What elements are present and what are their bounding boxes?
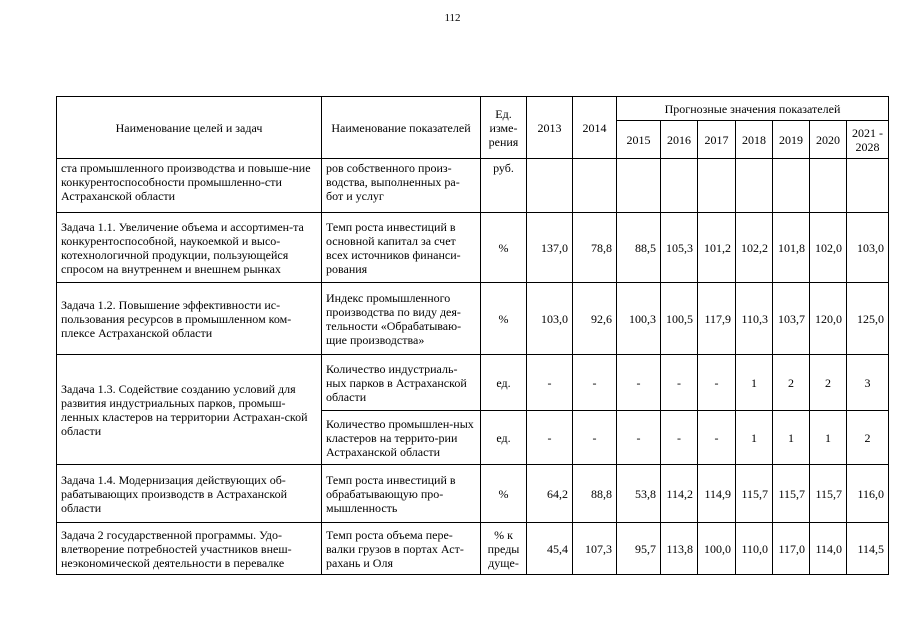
table-row — [57, 523, 889, 575]
value-2015: 88,5 — [617, 213, 661, 283]
unit-cell: % — [481, 213, 527, 283]
page-number: 112 — [444, 12, 461, 24]
value-2020: 1 — [810, 411, 847, 465]
table-row — [57, 213, 889, 283]
table-row — [57, 355, 889, 411]
header-unit: Ед. изме-рения — [481, 97, 527, 159]
goal-cell: Задача 1.2. Повышение эффективности ис-пользования ресурсов в промышленном ком-плексе Астраханской области — [57, 283, 322, 355]
value-2016: - — [661, 411, 698, 465]
indicator-cell: Количество промышлен-ных кластеров на террито-рии Астраханской области — [322, 411, 481, 465]
value-2018: 110,0 — [736, 523, 773, 575]
value-2015: - — [617, 411, 661, 465]
header-goals: Наименование целей и задач — [57, 97, 322, 159]
header-indicators: Наименование показателей — [322, 97, 481, 159]
value-2021-2028: 2 — [847, 411, 889, 465]
value-2021-2028: 114,5 — [847, 523, 889, 575]
header-year-2013: 2013 — [527, 97, 573, 159]
table-row — [57, 465, 889, 523]
header-year-2018: 2018 — [736, 121, 773, 159]
value-2013: - — [527, 411, 573, 465]
header-year-2016: 2016 — [661, 121, 698, 159]
value-2021-2028: 103,0 — [847, 213, 889, 283]
value-2019 — [773, 159, 810, 213]
value-2013: 45,4 — [527, 523, 573, 575]
value-2018 — [736, 159, 773, 213]
value-2020: 115,7 — [810, 465, 847, 523]
value-2015: 53,8 — [617, 465, 661, 523]
header-year-2014: 2014 — [573, 97, 617, 159]
value-2019: 103,7 — [773, 283, 810, 355]
value-2013: 103,0 — [527, 283, 573, 355]
value-2018: 102,2 — [736, 213, 773, 283]
unit-cell: % — [481, 465, 527, 523]
value-2017: 100,0 — [698, 523, 736, 575]
value-2019: 1 — [773, 411, 810, 465]
value-2021-2028: 116,0 — [847, 465, 889, 523]
value-2021-2028: 3 — [847, 355, 889, 411]
header-year-2017: 2017 — [698, 121, 736, 159]
value-2014 — [573, 159, 617, 213]
unit-cell: % к преды дуще- — [481, 523, 527, 575]
value-2016: 100,5 — [661, 283, 698, 355]
value-2021-2028 — [847, 159, 889, 213]
value-2018: 115,7 — [736, 465, 773, 523]
value-2014: - — [573, 355, 617, 411]
value-2015 — [617, 159, 661, 213]
goal-cell: Задача 1.1. Увеличение объема и ассортимен-та конкурентоспособной, наукоемкой и высо-котехнологичной продукции, пользующейся спросом на внутреннем и внешнем рынках — [57, 213, 322, 283]
value-2019: 2 — [773, 355, 810, 411]
value-2016: 114,2 — [661, 465, 698, 523]
value-2020: 102,0 — [810, 213, 847, 283]
value-2020: 120,0 — [810, 283, 847, 355]
unit-cell: % — [481, 283, 527, 355]
value-2016: 113,8 — [661, 523, 698, 575]
header-year-2019: 2019 — [773, 121, 810, 159]
indicator-cell: Темп роста инвестиций в основной капитал за счет всех источников финанси-рования — [322, 213, 481, 283]
header-year-2015: 2015 — [617, 121, 661, 159]
value-2021-2028: 125,0 — [847, 283, 889, 355]
value-2015: 100,3 — [617, 283, 661, 355]
value-2016: - — [661, 355, 698, 411]
value-2017: 101,2 — [698, 213, 736, 283]
value-2013: 137,0 — [527, 213, 573, 283]
value-2014: 78,8 — [573, 213, 617, 283]
value-2020 — [810, 159, 847, 213]
header-year-2020: 2020 — [810, 121, 847, 159]
goal-cell: Задача 2 государственной программы. Удо-влетворение потребностей участников внеш-неэкономической деятельности в перевалке — [57, 523, 322, 575]
value-2020: 114,0 — [810, 523, 847, 575]
value-2013 — [527, 159, 573, 213]
value-2017: - — [698, 355, 736, 411]
value-2017: 117,9 — [698, 283, 736, 355]
indicator-cell: Индекс промышленного производства по виду дея-тельности «Обрабатываю-щие производства» — [322, 283, 481, 355]
value-2019: 101,8 — [773, 213, 810, 283]
value-2015: 95,7 — [617, 523, 661, 575]
indicator-cell: Количество индустриаль-ных парков в Астраханской области — [322, 355, 481, 411]
goal-cell: ста промышленного производства и повыше-ние конкурентоспособности промышленно-сти Астраханской области — [57, 159, 322, 213]
indicator-cell: ров собственного произ-водства, выполненных ра-бот и услуг — [322, 159, 481, 213]
header-year-2021-2028: 2021 - 2028 — [847, 121, 889, 159]
value-2014: 88,8 — [573, 465, 617, 523]
value-2015: - — [617, 355, 661, 411]
indicator-cell: Темп роста объема пере-валки грузов в портах Аст-рахань и Оля — [322, 523, 481, 575]
unit-cell: ед. — [481, 355, 527, 411]
value-2018: 1 — [736, 355, 773, 411]
indicator-cell: Темп роста инвестиций в обрабатывающую про-мышленность — [322, 465, 481, 523]
value-2014: 107,3 — [573, 523, 617, 575]
value-2018: 110,3 — [736, 283, 773, 355]
value-2019: 117,0 — [773, 523, 810, 575]
value-2017 — [698, 159, 736, 213]
value-2020: 2 — [810, 355, 847, 411]
value-2014: - — [573, 411, 617, 465]
value-2016: 105,3 — [661, 213, 698, 283]
value-2013: - — [527, 355, 573, 411]
unit-cell: ед. — [481, 411, 527, 465]
value-2014: 92,6 — [573, 283, 617, 355]
unit-cell: руб. — [481, 159, 527, 213]
value-2017: 114,9 — [698, 465, 736, 523]
indicators-table — [56, 96, 889, 575]
value-2019: 115,7 — [773, 465, 810, 523]
header-forecast: Прогнозные значения показателей — [617, 97, 889, 121]
goal-cell: Задача 1.4. Модернизация действующих об-рабатывающих производств в Астраханской области — [57, 465, 322, 523]
value-2017: - — [698, 411, 736, 465]
value-2018: 1 — [736, 411, 773, 465]
table-row — [57, 283, 889, 355]
value-2016 — [661, 159, 698, 213]
value-2013: 64,2 — [527, 465, 573, 523]
goal-cell: Задача 1.3. Содействие созданию условий для развития индустриальных парков, промыш-ленных кластеров на территории Астрахан-ской области — [57, 355, 322, 465]
table-row — [57, 159, 889, 213]
